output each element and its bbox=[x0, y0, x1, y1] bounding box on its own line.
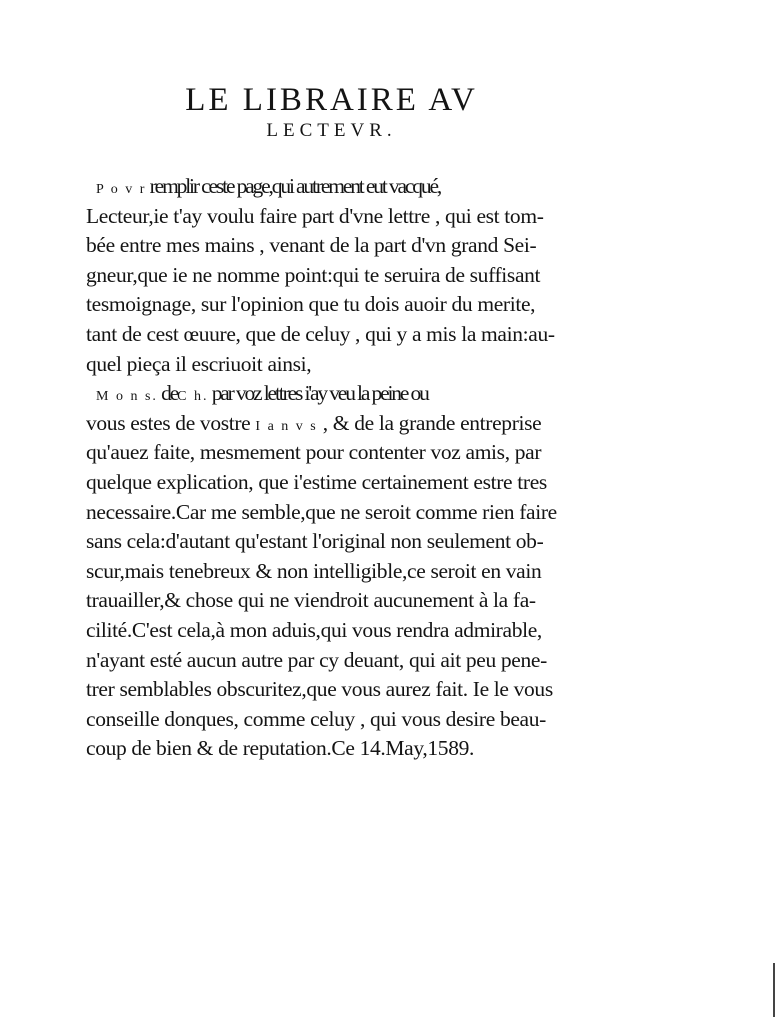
line-text: vous estes de vostre bbox=[86, 410, 256, 435]
paragraph-1-line-2: Lecteur,ie t'ay voulu faire part d'vne lettre , qui est tom- bbox=[86, 203, 544, 228]
paragraph-2-line-4: quelque explication, que i'estime certainement estre tres bbox=[86, 469, 547, 494]
paragraph-2-line-1 bbox=[86, 379, 776, 409]
paragraph-1-line-5: tesmoignage, sur l'opinion que tu dois auoir du merite, bbox=[86, 292, 536, 317]
page-title: LE LIBRAIRE AV bbox=[185, 82, 478, 118]
paragraph-1-line-7: quel pieça il escriuoit ainsi, bbox=[86, 351, 312, 376]
drop-lead-word: P o v r bbox=[96, 182, 147, 197]
line-text: de bbox=[157, 381, 178, 406]
abbreviation: C h. bbox=[177, 389, 209, 405]
paragraph-2-line-7: scur,mais tenebreux & non intelligible,ce seroit en vain bbox=[86, 558, 542, 583]
paragraph-2-line-8: trauailler,& chose qui ne viendroit aucunement à la fa- bbox=[86, 588, 536, 613]
paragraph-2-line-11: trer semblables obscuritez,que vous aurez fait. Ie le vous bbox=[86, 677, 553, 702]
scan-edge-mark bbox=[773, 963, 775, 1017]
body-text bbox=[86, 172, 776, 764]
paragraph-2-line-5: necessaire.Car me semble,que ne seroit comme rien faire bbox=[86, 499, 557, 524]
paragraph-2-line-2 bbox=[86, 409, 776, 439]
paragraph-1-line-3: bée entre mes mains , venant de la part d'vn grand Sei- bbox=[86, 233, 537, 258]
paragraph-1-line-4: gneur,que ie ne nomme point:qui te seruira de suffisant bbox=[86, 262, 541, 287]
paragraph-2-line-3: qu'auez faite, mesmement pour contenter voz amis, par bbox=[86, 440, 542, 465]
paragraph-2-line-12: conseille donques, comme celuy , qui vous desire beau- bbox=[86, 706, 546, 731]
line-text: , & de la grande entreprise bbox=[317, 410, 542, 435]
paragraph-2-line-13: coup de bien & de reputation.Ce 14.May,1589. bbox=[86, 736, 475, 761]
paragraph-2-line-6: sans cela:d'autant qu'estant l'original non seulement ob- bbox=[86, 529, 544, 554]
page-subtitle: LECTEVR. bbox=[266, 120, 397, 141]
salutation-word: M o n s. bbox=[96, 389, 158, 405]
paragraph-1-line-1 bbox=[86, 172, 776, 202]
book-name: I a n v s bbox=[255, 418, 318, 434]
line-text: remplir ceste page,qui autrement eut vacqué, bbox=[146, 174, 441, 198]
line-text: par voz lettres i'ay veu la peine ou bbox=[208, 381, 428, 406]
paragraph-1-line-6: tant de cest œuure, que de celuy , qui y a mis la main:au- bbox=[86, 321, 555, 346]
paragraph-2-line-9: cilité.C'est cela,à mon aduis,qui vous rendra admirable, bbox=[86, 617, 542, 642]
paragraph-2-line-10: n'ayant esté aucun autre par cy deuant, qui ait peu pene- bbox=[86, 647, 547, 672]
